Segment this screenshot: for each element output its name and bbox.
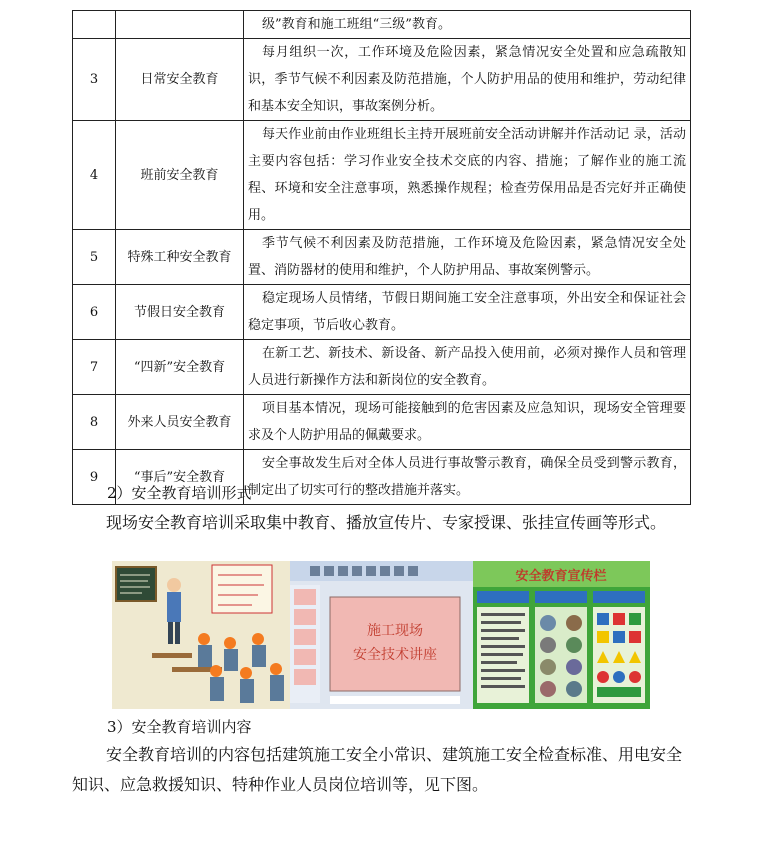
presentation-screenshot (290, 561, 473, 709)
row-content: 稳定现场人员情绪，节假日期间施工安全注意事项，外出安全和保证社会稳定事项，节后收心教育。 (244, 285, 691, 340)
section3-paragraph: 安全教育培训的内容包括建筑施工安全小常识、建筑施工安全检查标准、用电安全知识、应急救援知识、特种作业人员岗位培训等，见下图。 (72, 745, 683, 794)
row-content: 安全事故发生后对全体人员进行事故警示教育，确保全员受到警示教育，制定出了切实可行的整改措施并落实。 (244, 450, 691, 505)
row-number (73, 11, 116, 39)
classroom-illustration (112, 561, 290, 709)
table-row (73, 395, 691, 450)
table-row (73, 340, 691, 395)
section2-heading: 2）安全教育培训形式 (107, 484, 252, 502)
table-row (73, 285, 691, 340)
row-type: 外来人员安全教育 (116, 395, 244, 450)
row-type (116, 11, 244, 39)
row-type: 班前安全教育 (116, 121, 244, 230)
table-row (73, 121, 691, 230)
safety-poster (473, 561, 650, 709)
safety-education-table (72, 10, 691, 505)
training-images (112, 561, 650, 709)
row-type: “四新”安全教育 (116, 340, 244, 395)
row-content: 在新工艺、新技术、新设备、新产品投入使用前，必须对操作人员和管理人员进行新操作方法和新岗位的安全教育。 (244, 340, 691, 395)
section2-paragraph: 现场安全教育培训采取集中教育、播放宣传片、专家授课、张挂宣传画等形式。 (106, 513, 667, 532)
row-number: 6 (73, 285, 116, 340)
slide-title-line2: 安全技术讲座 (353, 647, 437, 663)
row-content: 项目基本情况，现场可能接触到的危害因素及应急知识，现场安全管理要求及个人防护用品的佩戴要求。 (244, 395, 691, 450)
row-type: 节假日安全教育 (116, 285, 244, 340)
row-content: 每天作业前由作业班组长主持开展班前安全活动讲解并作活动记 录，活动主要内容包括：学习作业安全技术交底的内容、措施；了解作业的施工流程、环境和安全注意事项，熟悉操作规程；检查劳保用品是否完好并正确使用。 (244, 121, 691, 230)
slide-title-line1: 施工现场 (367, 623, 423, 639)
row-number: 8 (73, 395, 116, 450)
row-number: 3 (73, 39, 116, 121)
row-type: 特殊工种安全教育 (116, 230, 244, 285)
row-content: 每月组织一次，工作环境及危险因素，紧急情况安全处置和应急疏散知识，季节气候不利因素及防范措施，个人防护用品的使用和维护，劳动纪律和基本安全知识，事故案例分析。 (244, 39, 691, 121)
row-number: 7 (73, 340, 116, 395)
table-row (73, 11, 691, 39)
row-number: 9 (73, 450, 116, 505)
row-type: 日常安全教育 (116, 39, 244, 121)
row-type: “事后”安全教育 (116, 450, 244, 505)
row-number: 4 (73, 121, 116, 230)
table-row (73, 39, 691, 121)
section3-heading: 3）安全教育培训内容 (107, 718, 252, 736)
poster-title: 安全教育宣传栏 (515, 569, 607, 584)
row-number: 5 (73, 230, 116, 285)
row-content: 季节气候不利因素及防范措施，工作环境及危险因素，紧急情况安全处置、消防器材的使用和维护，个人防护用品、事故案例警示。 (244, 230, 691, 285)
table-row (73, 230, 691, 285)
row-content: 级”教育和施工班组“三级”教育。 (244, 11, 691, 39)
